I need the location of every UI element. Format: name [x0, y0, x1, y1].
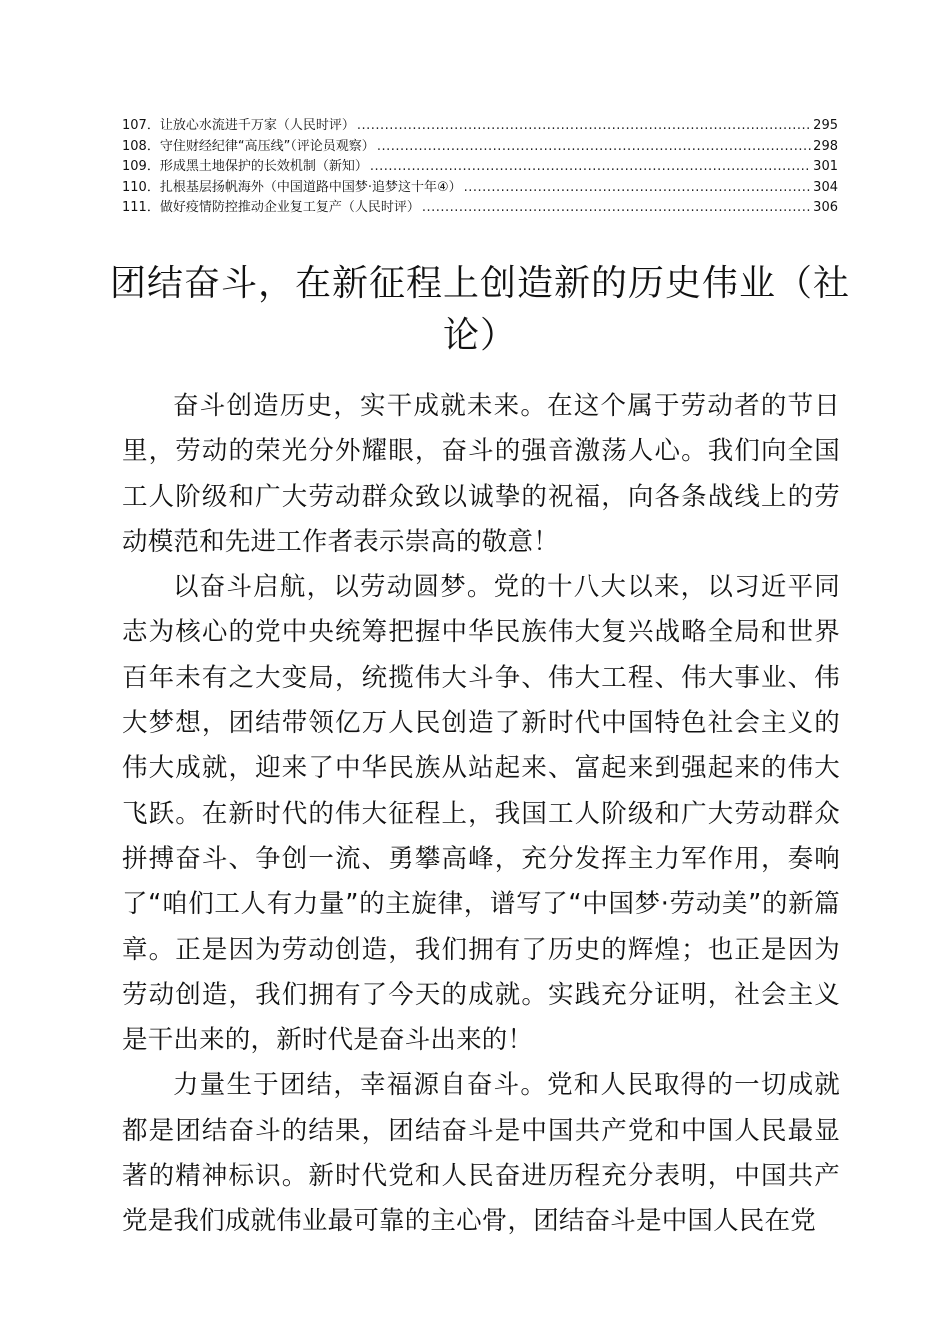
toc-entry-title: 形成黑土地保护的长效机制（新知） [159, 159, 368, 175]
toc-entry[interactable] [122, 157, 838, 178]
toc-entry-page: 295 [813, 118, 838, 133]
toc-entry-title: 让放心水流进千万家（人民时评） [159, 118, 355, 133]
toc-leader-dots [370, 157, 811, 178]
toc-leader-dots [422, 198, 811, 219]
toc-entry-number: 111． [122, 200, 160, 216]
toc-entry[interactable] [122, 178, 838, 199]
article-title: 团结奋斗，在新征程上创造新的历史伟业（社论） [110, 263, 851, 356]
toc-entry-page: 301 [813, 159, 838, 175]
toc-entry-number: 107． [122, 118, 160, 133]
toc-entry-page: 306 [813, 200, 838, 216]
toc-leader-dots [377, 137, 811, 158]
toc-entry-title: 做好疫情防控推动企业复工复产（人民时评） [159, 200, 420, 216]
toc-entry-title: 守住财经纪律“高压线”（评论员观察） [159, 138, 375, 154]
article-body [122, 384, 840, 1245]
toc-entry-number: 110． [122, 179, 160, 195]
toc-entry[interactable] [122, 137, 838, 158]
toc-leader-dots [464, 178, 812, 199]
article-paragraph: 力量生于团结，幸福源自奋斗。党和人民取得的一切成就都是团结奋斗的结果，团结奋斗是中国共产党和中国人民最显著的精神标识。新时代党和人民奋进历程充分表明，中国共产党是我们成就伟业最可靠的主心骨，团结奋斗是中国人民在党 [122, 1070, 840, 1237]
toc-entry-page: 304 [813, 179, 838, 195]
toc-entry[interactable] [122, 198, 838, 219]
article-paragraph: 奋斗创造历史，实干成就未来。在这个属于劳动者的节日里，劳动的荣光分外耀眼，奋斗的强音激荡人心。我们向全国工人阶级和广大劳动群众致以诚挚的祝福，向各条战线上的劳动模范和先进工作者表示崇高的敬意！ [122, 391, 840, 557]
toc-entry-number: 109． [122, 159, 160, 175]
toc-leader-dots [357, 116, 811, 137]
toc-entry-page: 298 [813, 138, 838, 154]
toc-entry-number: 108． [122, 138, 160, 154]
article-paragraph: 以奋斗启航，以劳动圆梦。党的十八大以来，以习近平同志为核心的党中央统筹把握中华民族伟大复兴战略全局和世界百年未有之大变局，统揽伟大斗争、伟大工程、伟大事业、伟大梦想，团结带领亿万人民创造了新时代中国特色社会主义的伟大成就，迎来了中华民族从站起来、富起来到强起来的伟大飞跃。在新时代的伟大征程上，我国工人阶级和广大劳动群众拼搏奋斗、争创一流、勇攀高峰，充分发挥主力军作用，奏响了“咱们工人有力量”的主旋律，谱写了“中国梦·劳动美”的新篇章。正是因为劳动创造，我们拥有了历史的辉煌；也正是因为劳动创造，我们拥有了今天的成就。实践充分证明，社会主义是干出来的，新时代是奋斗出来的！ [122, 572, 840, 1056]
table-of-contents [122, 116, 838, 219]
toc-entry[interactable] [122, 116, 838, 137]
toc-entry-title: 扎根基层扬帆海外（中国道路中国梦·追梦这十年④） [159, 179, 462, 195]
